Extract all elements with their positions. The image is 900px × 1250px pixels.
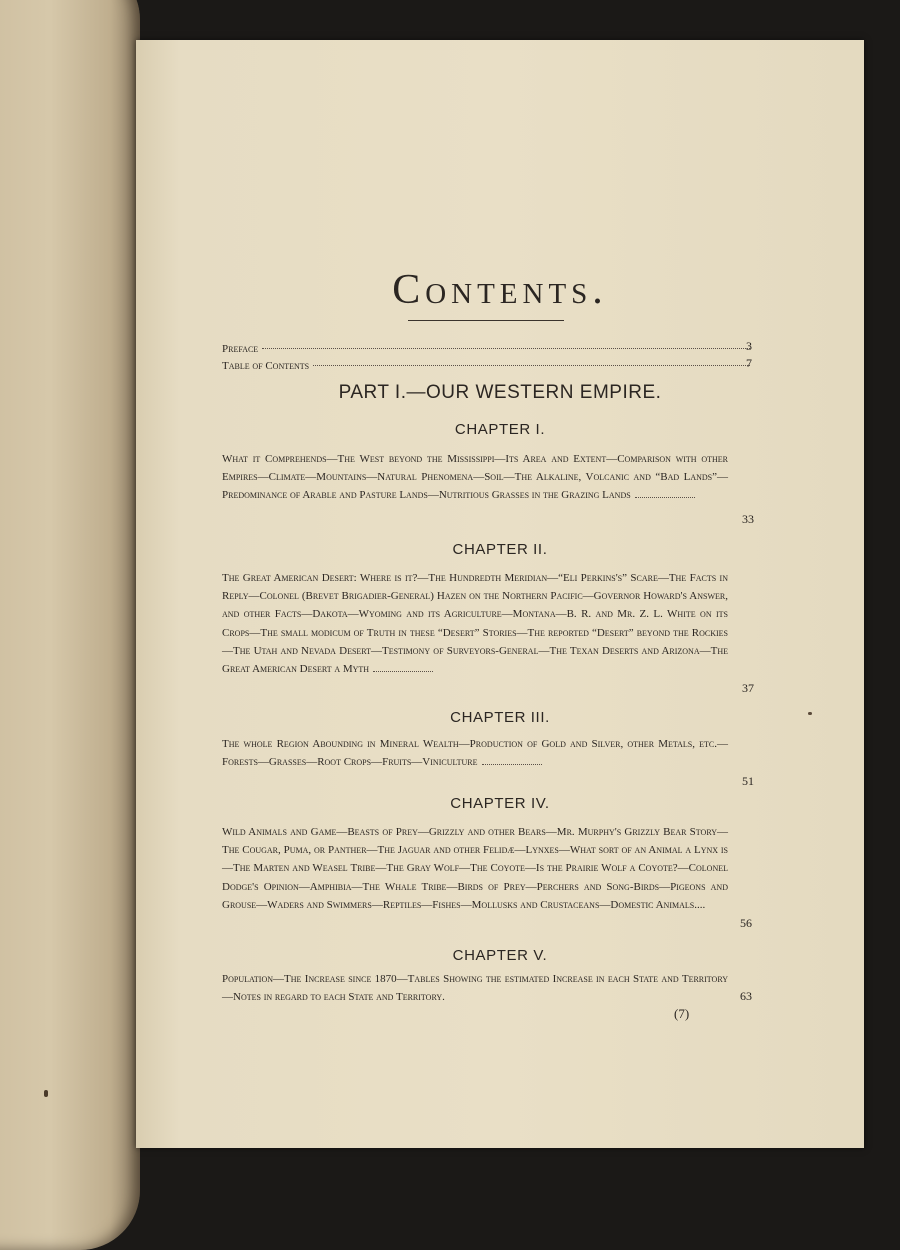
chapter-text: Wild Animals and Game—Beasts of Prey—Grizzly and other Bears—Mr. Murphy's Grizzly Bear Story—The Cougar, Puma, or Panther—The Jaguar and other Felidæ—Lynxes—What sort of an Animal a Lynx is—The Marten and Weasel Tribe—The Gray Wolf—The Coyote—Is the Prairie Wolf a Coyote?—Colonel Dodge's Opinion—Amphibia—The Whale Tribe—Birds of Prey—Perchers and Song-Birds—Pigeons and Grouse—Waders and Swimmers—Reptiles—Fishes—Mollusks and Crustaceans—Domestic Animals.... — [222, 826, 728, 911]
front-label: Preface — [222, 343, 259, 355]
chapter-heading: CHAPTER IV. — [450, 795, 550, 812]
front-matter-preface — [222, 343, 754, 355]
leader-dots — [635, 497, 695, 498]
page-number: 7 — [746, 356, 752, 370]
leader-dots — [373, 671, 433, 672]
chapter-summary — [222, 735, 728, 771]
ink-mark — [44, 1090, 48, 1097]
paper-speck — [808, 712, 812, 715]
front-matter-toc — [222, 360, 754, 372]
chapter-text: Population—The Increase since 1870—Tables Showing the estimated Increase in each State and Territory—Notes in regard to each State and Territory. — [222, 973, 728, 1004]
page-number: 3 — [746, 339, 752, 353]
page-number: 33 — [742, 512, 754, 526]
chapter-summary — [222, 450, 728, 505]
chapter-text: What it Comprehends—The West beyond the Mississippi—Its Area and Extent—Comparison with other Empires—Climate—Mountains—Natural Phenomena—Soil—The Alkaline, Volcanic and “Bad Lands”—Predominance of Arable and Pasture Lands—Nutritious Grasses in the Grazing Lands — [222, 453, 728, 502]
page-number: 63 — [740, 989, 752, 1003]
chapter-summary — [222, 569, 728, 678]
folio: (7) — [674, 1006, 690, 1021]
page-title: Contents. — [392, 267, 608, 313]
chapter-heading: CHAPTER II. — [452, 541, 548, 558]
page-number: 56 — [740, 916, 752, 930]
chapter-heading: CHAPTER V. — [452, 947, 548, 964]
facing-page-edge — [0, 0, 140, 1250]
front-label: Table of Contents — [222, 360, 310, 372]
leader-dots — [313, 365, 750, 366]
page-number: 37 — [742, 681, 754, 695]
title-rule — [408, 320, 564, 321]
chapter-summary — [222, 823, 728, 914]
chapter-text: The Great American Desert: Where is it?—The Hundredth Meridian—“Eli Perkins's” Scare—The Facts in Reply—Colonel (Brevet Brigadier-General) Hazen on the Northern Pacific—Governor Howard's Answer, and other Facts—Dakota—Wyoming and its Agriculture—Montana—B. R. and Mr. Z. L. White on its Crops—The small modicum of Truth in these “Desert” Stories—The reported “Desert” beyond the Rockies—The Utah and Nevada Desert—Testimony of Surveyors-General—The Texan Deserts and Arizona—The Great American Desert a Myth — [222, 572, 728, 676]
chapter-summary — [222, 970, 728, 1006]
chapter-heading: CHAPTER I. — [454, 421, 546, 438]
chapter-text: The whole Region Abounding in Mineral Wealth—Production of Gold and Silver, other Metals, etc.—Forests—Grasses—Root Crops—Fruits—Viniculture — [222, 738, 728, 769]
page-number: 51 — [742, 774, 754, 788]
leader-dots — [482, 764, 542, 765]
chapter-heading: CHAPTER III. — [450, 709, 550, 726]
leader-dots — [262, 348, 750, 349]
contents-page — [136, 40, 864, 1148]
part-heading: PART I.—OUR WESTERN EMPIRE. — [338, 382, 662, 403]
